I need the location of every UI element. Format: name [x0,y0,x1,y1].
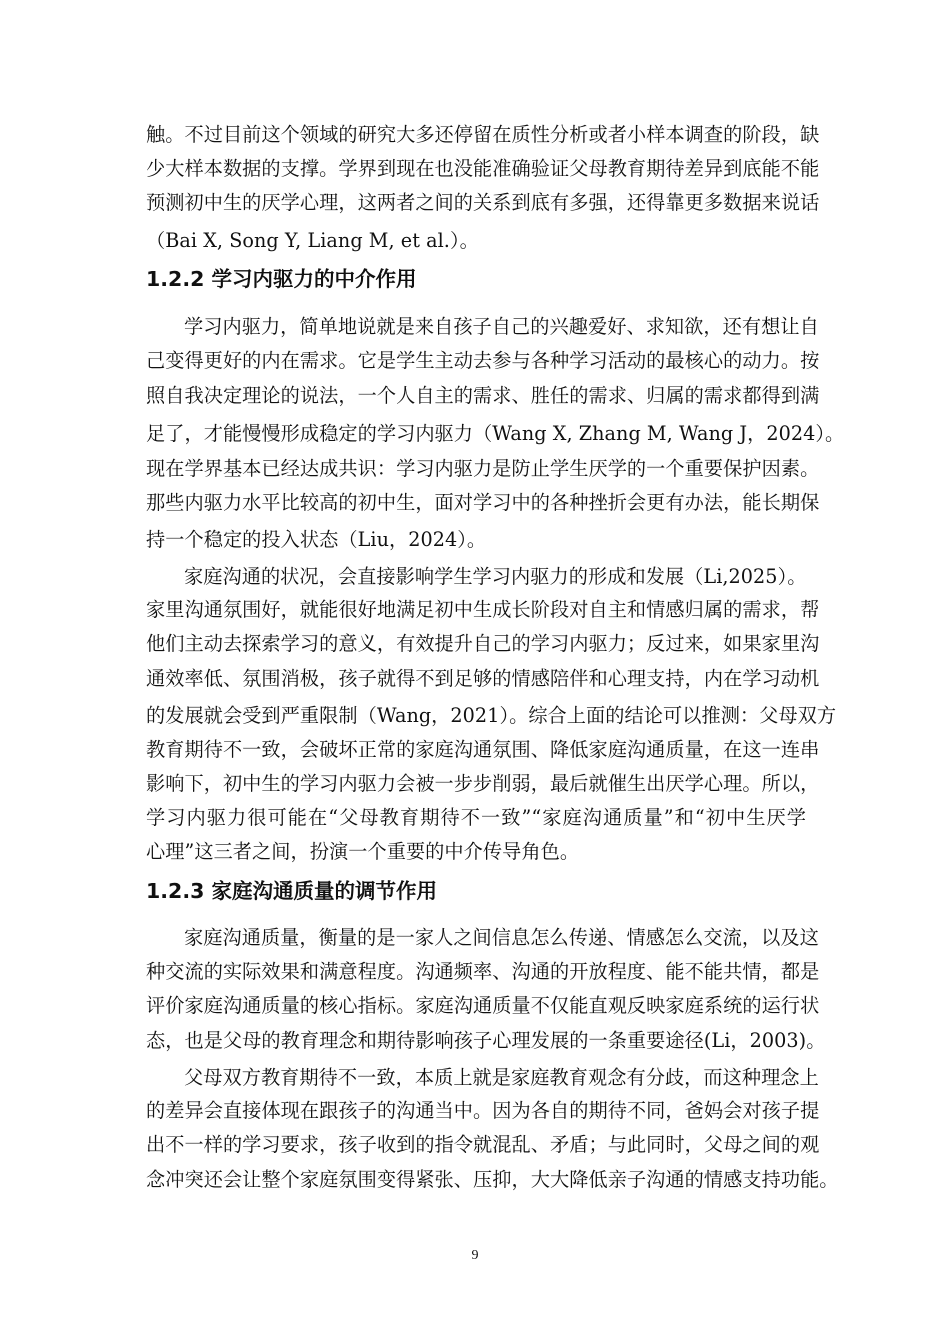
paragraph-line: 照自我决定理论的说法，一个人自主的需求、胜任的需求、归属的需求都得到满 [146,384,820,407]
paragraph-line: 现在学界基本已经达成共识：学习内驱力是防止学生厌学的一个重要保护因素。 [146,457,820,480]
paragraph-line: （Bai X, Song Y, Liang M, et al.）。 [146,229,479,252]
paragraph-line: 学习内驱力，简单地说就是来自孩子自己的兴趣爱好、求知欲，还有想让自 [184,315,819,338]
paragraph-line: 足了，才能慢慢形成稳定的学习内驱力（Wang X, Zhang M, Wang J，2024）。 [146,422,845,445]
paragraph-line: 心理”这三者之间，扮演一个重要的中介传导角色。 [146,840,580,863]
section-heading-1-2-2: 1.2.2 学习内驱力的中介作用 [146,267,417,291]
paragraph-line: 那些内驱力水平比较高的初中生，面对学习中的各种挫折会更有办法，能长期保 [146,491,820,514]
paragraph-line: 己变得更好的内在需求。它是学生主动去参与各种学习活动的最核心的动力。按 [146,349,820,372]
paragraph-line: 出不一样的学习要求，孩子收到的指令就混乱、矛盾；与此同时，父母之间的观 [146,1133,820,1156]
paragraph-line: 通效率低、氛围消极，孩子就得不到足够的情感陪伴和心理支持，内在学习动机 [146,667,820,690]
paragraph-line: 的差异会直接体现在跟孩子的沟通当中。因为各自的期待不同，爸妈会对孩子提 [146,1099,820,1122]
paragraph-line: 影响下，初中生的学习内驱力会被一步步削弱，最后就催生出厌学心理。所以， [146,772,820,795]
paragraph-line: 少大样本数据的支撑。学界到现在也没能准确验证父母教育期待差异到底能不能 [146,157,820,180]
paragraph-line: 家里沟通氛围好，就能很好地满足初中生成长阶段对自主和情感归属的需求，帮 [146,598,820,621]
paragraph-line: 学习内驱力很可能在“父母教育期待不一致”“家庭沟通质量”和“初中生厌学 [146,806,806,829]
paragraph-line: 家庭沟通质量，衡量的是一家人之间信息怎么传递、情感怎么交流，以及这 [184,926,819,949]
paragraph-line: 他们主动去探索学习的意义，有效提升自己的学习内驱力；反过来，如果家里沟 [146,632,820,655]
paragraph-line: 父母双方教育期待不一致，本质上就是家庭教育观念有分歧，而这种理念上 [184,1066,819,1089]
paragraph-line: 的发展就会受到严重限制（Wang，2021）。综合上面的结论可以推测：父母双方 [146,704,837,727]
paragraph-line: 预测初中生的厌学心理，这两者之间的关系到底有多强，还得靠更多数据来说话 [146,191,820,214]
paragraph-line: 念冲突还会让整个家庭氛围变得紧张、压抑，大大降低亲子沟通的情感支持功能。 [146,1168,839,1191]
paragraph-line: 触。不过目前这个领域的研究大多还停留在质性分析或者小样本调查的阶段，缺 [146,123,820,146]
paragraph-line: 评价家庭沟通质量的核心指标。家庭沟通质量不仅能直观反映家庭系统的运行状 [146,994,820,1017]
page-number: 9 [471,1248,479,1263]
paragraph-line: 家庭沟通的状况，会直接影响学生学习内驱力的形成和发展（Li,2025）。 [184,565,807,588]
paragraph-line: 教育期待不一致，会破坏正常的家庭沟通氛围、降低家庭沟通质量，在这一连串 [146,738,820,761]
paragraph-line: 态，也是父母的教育理念和期待影响孩子心理发展的一条重要途径(Li，2003)。 [146,1029,826,1052]
paragraph-line: 种交流的实际效果和满意程度。沟通频率、沟通的开放程度、能不能共情，都是 [146,960,820,983]
paragraph-line: 持一个稳定的投入状态（Liu，2024）。 [146,528,487,551]
section-heading-1-2-3: 1.2.3 家庭沟通质量的调节作用 [146,879,438,903]
